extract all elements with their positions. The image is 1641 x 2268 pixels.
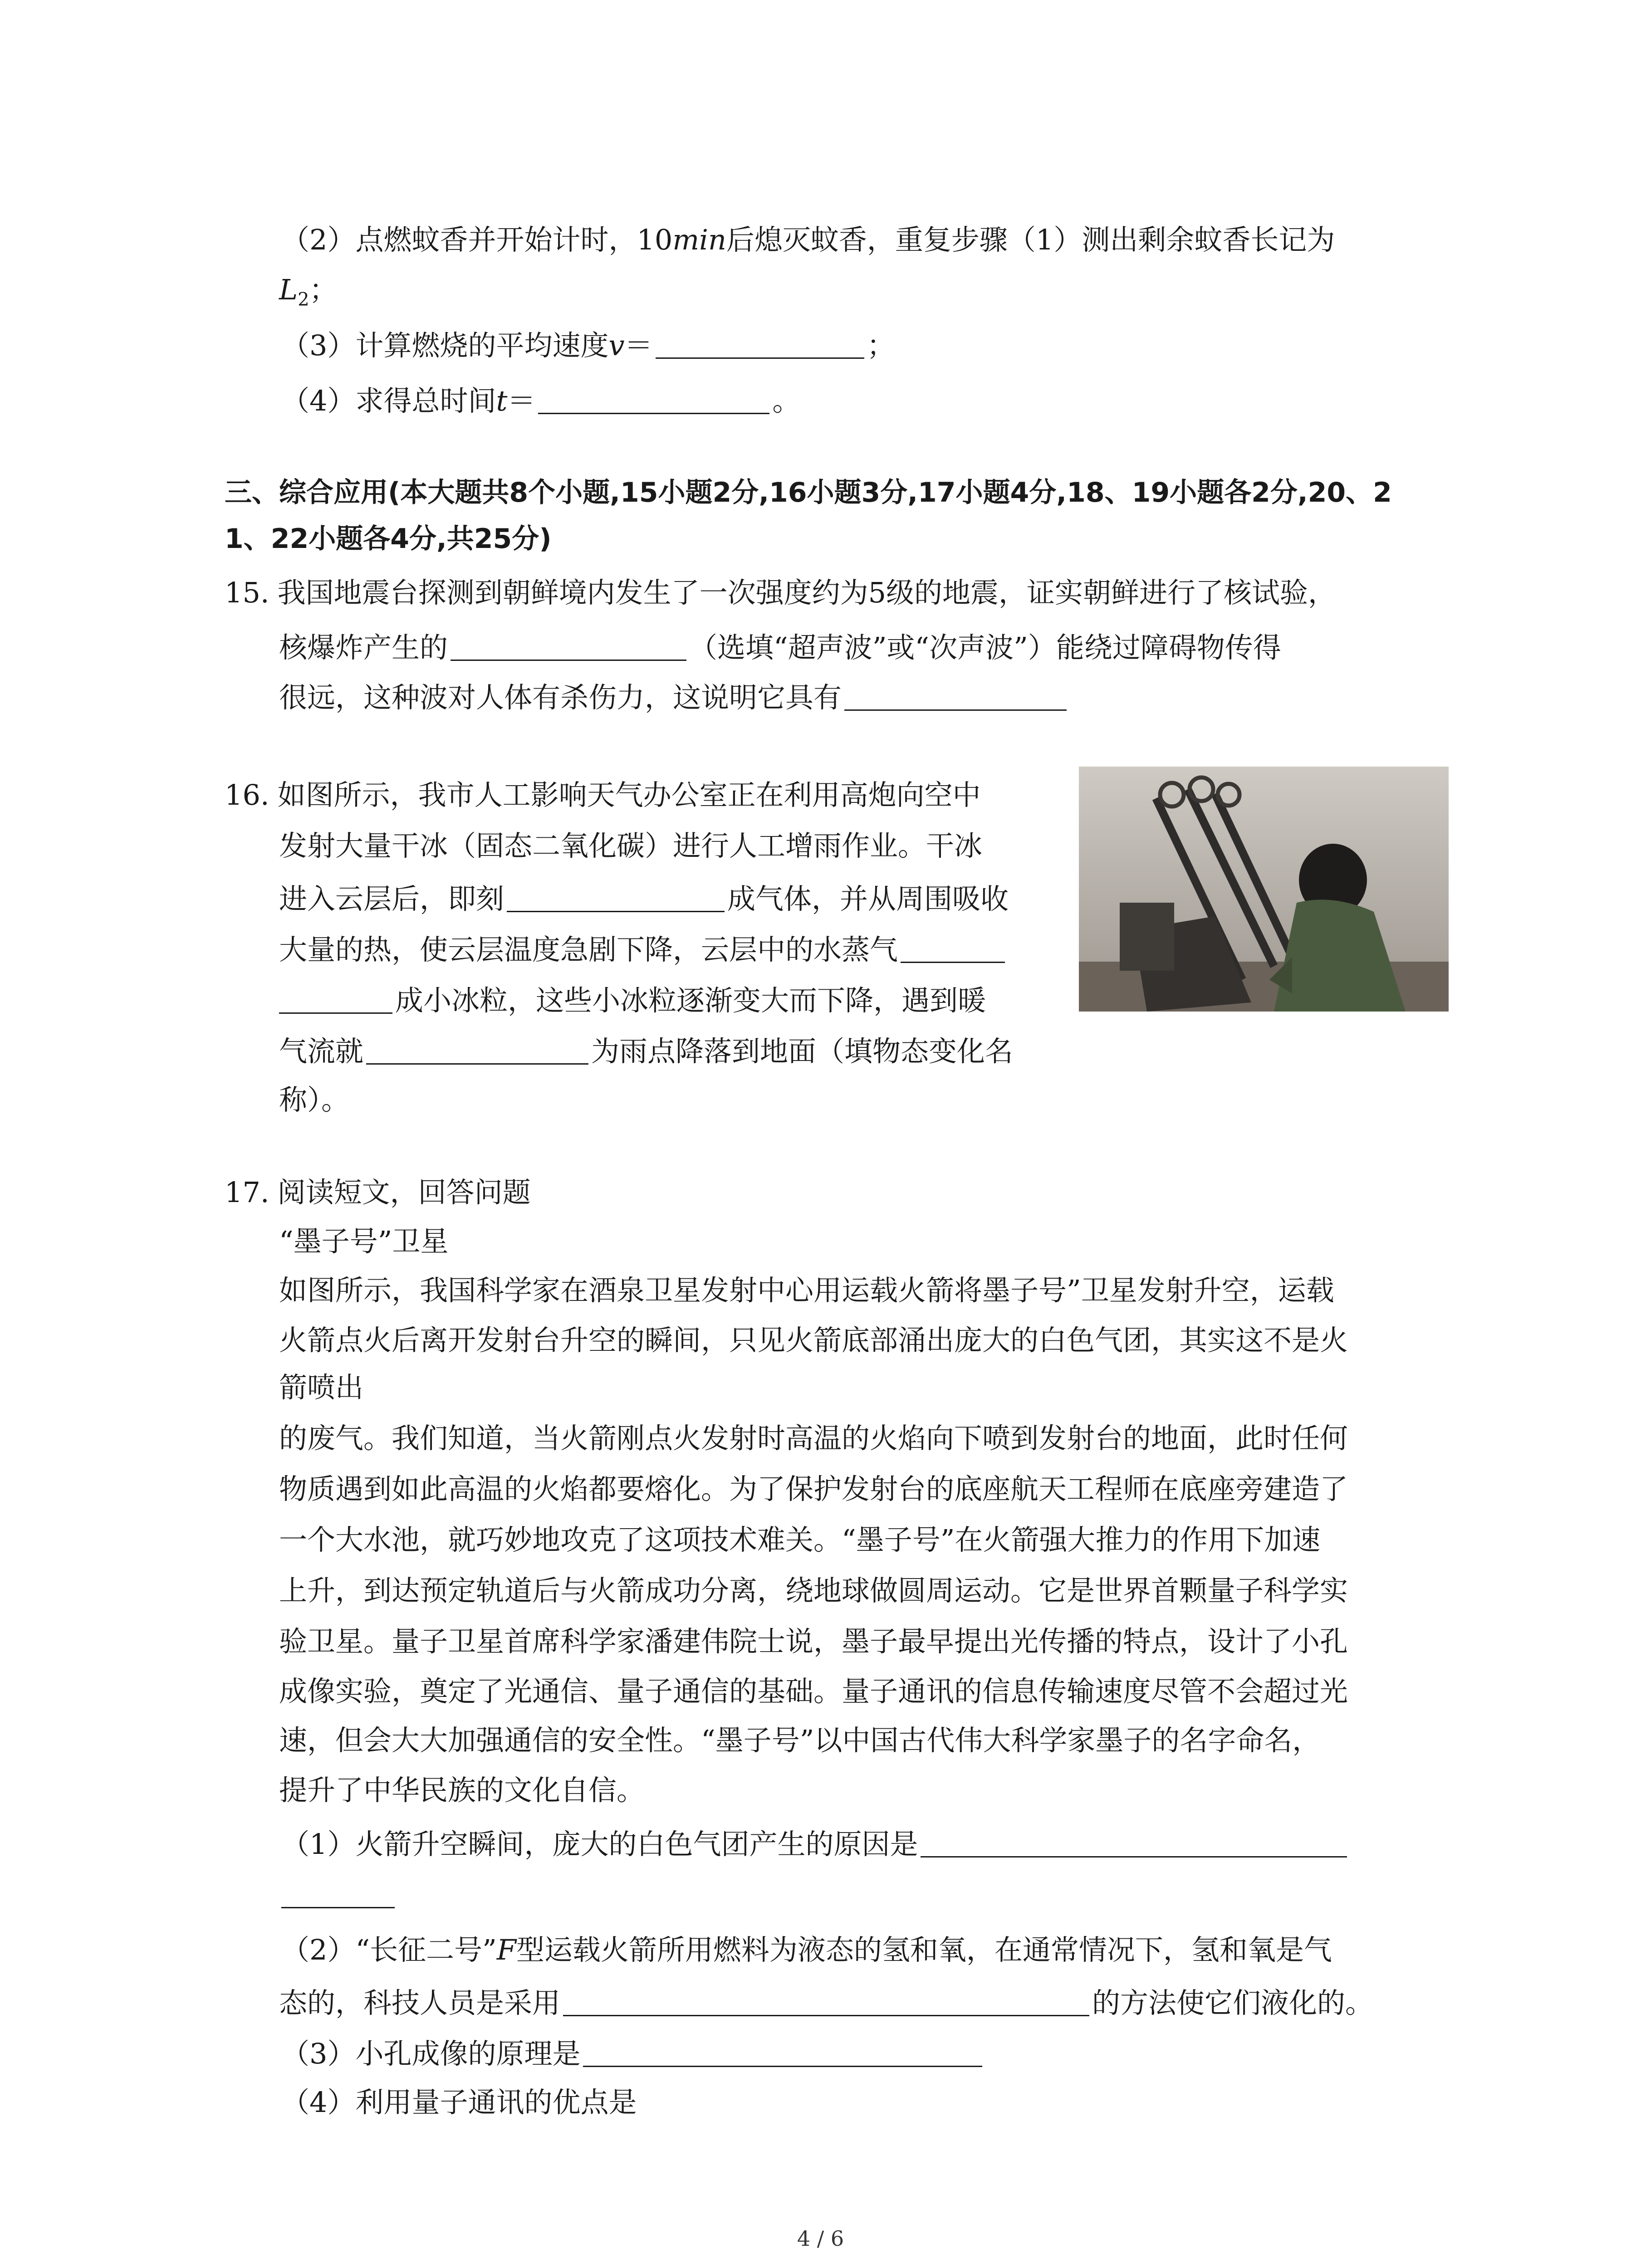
answer-blank[interactable] <box>538 385 769 414</box>
q16-line4: 大量的热，使云层温度急剧下降，云层中的水蒸气 <box>279 934 1008 964</box>
q17-sub1: （1）火箭升空瞬间，庞大的白色气团产生的原因是 <box>281 1828 1350 1858</box>
q17-p4: 的废气。我们知道，当火箭刚点火发射时高温的火焰向下喷到发射台的地面，此时任何 <box>279 1422 1348 1455</box>
q14-step4: （4）求得总时间t＝ 。 <box>281 384 801 417</box>
q15-line3: 很远，这种波对人体有杀伤力，这说明它具有 <box>279 681 1069 712</box>
q15-line1: 15. 我国地震台探测到朝鲜境内发生了一次强度约为5级的地震，证实朝鲜进行了核试验， <box>225 576 1337 609</box>
q16-line3: 进入云层后，即刻 成气体，并从周围吸收 <box>279 882 1009 915</box>
q17-sub2-line2: 态的，科技人员是采用 的方法使它们液化的。 <box>279 1986 1374 2019</box>
answer-blank[interactable] <box>583 2038 982 2067</box>
answer-blank[interactable] <box>563 1987 1089 2016</box>
question-number: 17. <box>225 1176 269 1209</box>
answer-blank[interactable] <box>921 1828 1347 1857</box>
answer-blank[interactable] <box>901 934 1005 963</box>
q15-line2: 核爆炸产生的 （选填“超声波”或“次声波”）能绕过障碍物传得 <box>279 631 1281 664</box>
question-number: 15. <box>225 576 269 609</box>
q17-p5: 物质遇到如此高温的火焰都要熔化。为了保护发射台的底座航天工程师在底座旁建造了 <box>279 1472 1348 1505</box>
q17-sub1-continued-blank[interactable] <box>281 1879 395 1909</box>
q17-sub3: （3）小孔成像的原理是 <box>281 2038 985 2068</box>
section-heading-line2: 1、22小题各4分,共25分) <box>225 523 552 555</box>
q17-p7: 上升，到达预定轨道后与火箭成功分离，绕地球做圆周运动。它是世界首颗量子科学实 <box>279 1574 1348 1607</box>
q14-step3: （3）计算燃烧的平均速度v＝ ； <box>281 329 895 362</box>
question-number: 16. <box>225 778 269 811</box>
q17-p2: 火箭点火后离开发射台升空的瞬间，只见火箭底部涌出庞大的白色气团，其实这不是火 <box>279 1324 1348 1357</box>
q16-line1: 16. 如图所示，我市人工影响天气办公室正在利用高炮向空中 <box>225 778 981 811</box>
answer-blank[interactable] <box>366 1035 588 1065</box>
answer-blank[interactable] <box>451 631 686 661</box>
answer-blank[interactable] <box>507 883 725 912</box>
q16-line7: 称）。 <box>279 1083 350 1116</box>
q17-p10: 速，但会大大加强通信的安全性。“墨子号”以中国古代伟大科学家墨子的名字命名， <box>279 1724 1321 1757</box>
q17-sub2-line1: （2）“长征二号”F型运载火箭所用燃料为液态的氢和氧，在通常情况下，氢和氧是气 <box>281 1933 1332 1966</box>
q17-p6: 一个大水池，就巧妙地攻克了这项技术难关。“墨子号”在火箭强大推力的作用下加速 <box>279 1523 1321 1556</box>
answer-blank[interactable] <box>844 681 1067 711</box>
q17-p8: 验卫星。量子卫星首席科学家潘建伟院士说，墨子最早提出光传播的特点，设计了小孔 <box>279 1625 1348 1658</box>
q16-line5: 成小冰粒，这些小冰粒逐渐变大而下降，遇到暖 <box>279 984 986 1015</box>
q17-p1: 如图所示，我国科学家在酒泉卫星发射中心用运载火箭将墨子号”卫星发射升空，运载 <box>279 1274 1334 1307</box>
q16-line6: 气流就 为雨点降落到地面（填物态变化名 <box>279 1035 1014 1068</box>
q17-p11: 提升了中华民族的文化自信。 <box>279 1774 645 1807</box>
rain-enhancement-cannon-photo <box>1079 767 1449 1012</box>
q14-step2-line2: $L_2$； <box>279 273 338 310</box>
q17-sub4: （4）利用量子通讯的优点是 <box>281 2086 637 2119</box>
q17-article-title: “墨子号”卫星 <box>279 1225 449 1258</box>
page-number: 4 / 6 <box>797 2226 844 2251</box>
q17-line1: 17. 阅读短文，回答问题 <box>225 1176 531 1209</box>
q14-step2-line1: （2）点燃蚊香并开始计时，10min后熄灭蚊香，重复步骤（1）测出剩余蚊香长记为 <box>281 223 1335 256</box>
answer-blank[interactable] <box>656 329 864 359</box>
q16-line2: 发射大量干冰（固态二氧化碳）进行人工增雨作业。干冰 <box>279 829 983 862</box>
q17-p9: 成像实验，奠定了光通信、量子通信的基础。量子通讯的信息传输速度尽管不会超过光 <box>279 1675 1348 1708</box>
section-heading-line1: 三、综合应用(本大题共8个小题,15小题2分,16小题3分,17小题4分,18、19小题各2分,20、2 <box>225 477 1392 508</box>
answer-blank-continued[interactable] <box>279 984 392 1014</box>
q17-p3: 箭喷出 <box>279 1371 364 1404</box>
